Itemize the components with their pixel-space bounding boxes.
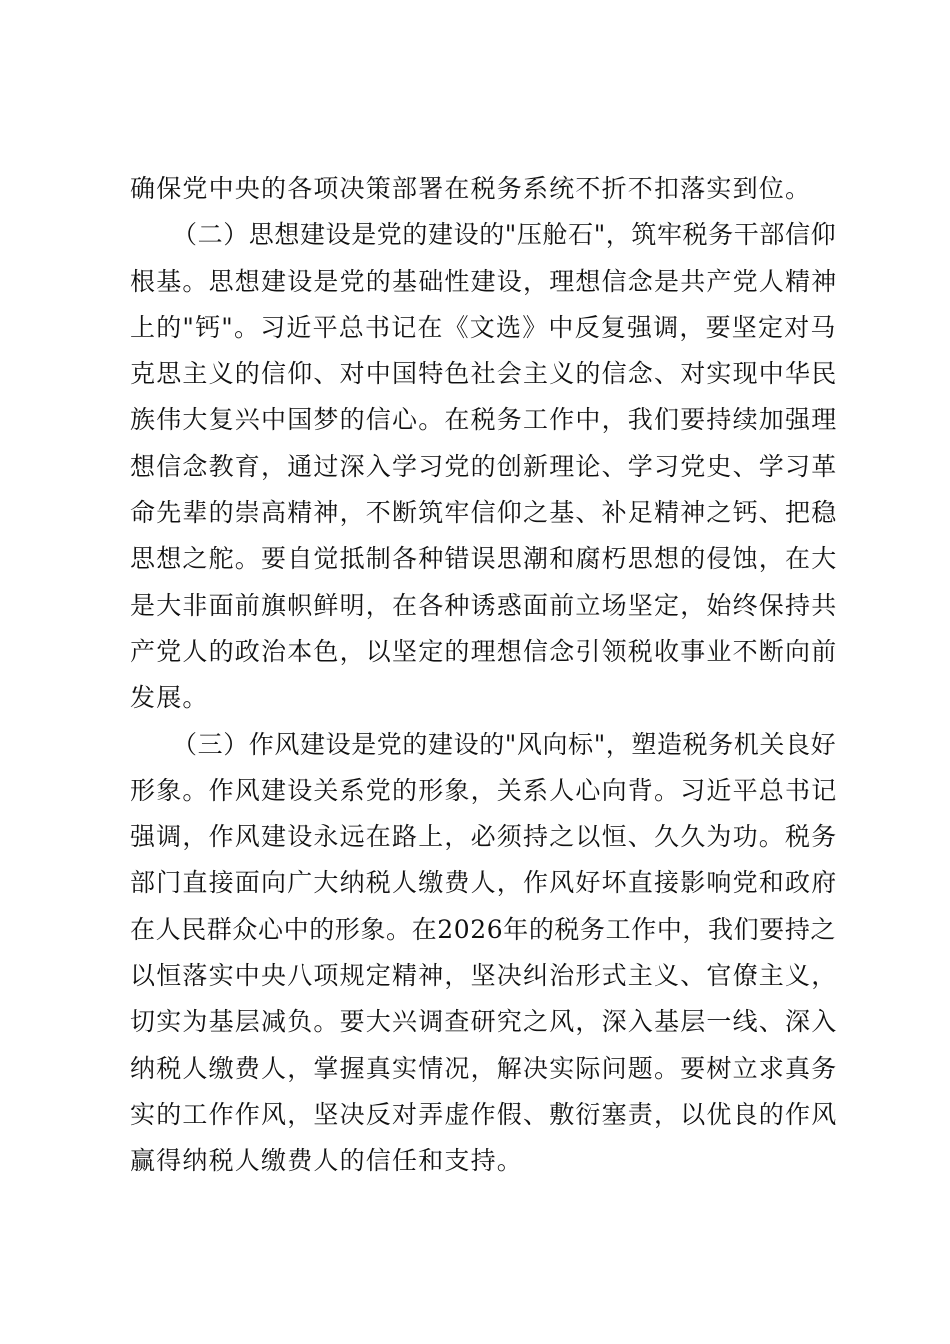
section-heading-line: （二）思想建设是党的建设的"压舱石"，筑牢税务干部信仰 xyxy=(172,220,837,250)
text-line: 思想之舵。要自觉抵制各种错误思潮和腐朽思想的侵蚀，在大 xyxy=(130,544,838,574)
text-line: 在人民群众心中的形象。在2026年的税务工作中，我们要持之 xyxy=(130,914,837,944)
text-line: 发展。 xyxy=(130,683,209,713)
text-line: 形象。作风建设关系党的形象，关系人心向背。习近平总书记 xyxy=(130,775,838,805)
text-line: 部门直接面向广大纳税人缴费人，作风好坏直接影响党和政府 xyxy=(130,868,838,898)
text-line: 产党人的政治本色，以坚定的理想信念引领税收事业不断向前 xyxy=(130,636,838,666)
section-heading-line: （三）作风建设是党的建设的"风向标"，塑造税务机关良好 xyxy=(172,729,837,759)
text-line: 纳税人缴费人，掌握真实情况，解决实际问题。要树立求真务 xyxy=(130,1053,838,1083)
text-line: 族伟大复兴中国梦的信心。在税务工作中，我们要持续加强理 xyxy=(130,405,838,435)
text-line: 确保党中央的各项决策部署在税务系统不折不扣落实到位。 xyxy=(130,174,812,203)
document-body xyxy=(130,166,838,1185)
text-line: 命先辈的崇高精神，不断筑牢信仰之基、补足精神之钙、把稳 xyxy=(130,498,838,528)
text-line: 以恒落实中央八项规定精神，坚决纠治形式主义、官僚主义， xyxy=(130,961,838,991)
text-line: 克思主义的信仰、对中国特色社会主义的信念、对实现中华民 xyxy=(130,359,838,389)
text-line: 强调，作风建设永远在路上，必须持之以恒、久久为功。税务 xyxy=(130,822,838,852)
text-line: 切实为基层减负。要大兴调查研究之风，深入基层一线、深入 xyxy=(130,1007,838,1037)
text-line: 想信念教育，通过深入学习党的创新理论、学习党史、学习革 xyxy=(130,451,838,481)
text-line: 实的工作作风，坚决反对弄虚作假、敷衍塞责，以优良的作风 xyxy=(130,1099,838,1129)
text-line: 上的"钙"。习近平总书记在《文选》中反复强调，要坚定对马 xyxy=(130,312,837,342)
text-line: 是大非面前旗帜鲜明，在各种诱惑面前立场坚定，始终保持共 xyxy=(130,590,838,620)
text-line: 根基。思想建设是党的基础性建设，理想信念是共产党人精神 xyxy=(130,266,838,296)
text-line: 赢得纳税人缴费人的信任和支持。 xyxy=(130,1146,524,1176)
